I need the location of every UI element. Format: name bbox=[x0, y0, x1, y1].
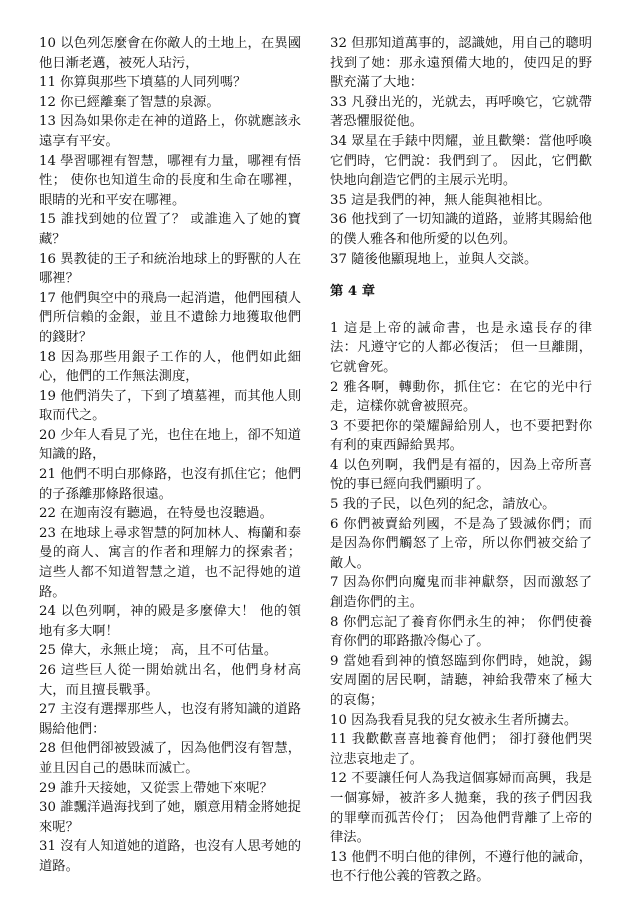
verse: 16 異教徒的王子和統治地球上的野獸的人在哪裡？ bbox=[39, 251, 301, 287]
verse: 3 不要把你的榮耀歸給別人，也不要把對你有利的東西歸給異邦。 bbox=[330, 418, 592, 454]
verse: 29 誰升天接她，又從雲上帶她下來呢？ bbox=[39, 780, 273, 796]
verse: 23 在地球上尋求智慧的阿加林人、梅蘭和泰曼的商人、寓言的作者和理解力的探索者；這些人都不知道智慧之道，也不記得她的道路。 bbox=[39, 525, 301, 600]
verse: 13 他們不明白他的律例，不遵行他的誡命，也不行他公義的管教之路。 bbox=[330, 849, 592, 885]
verse: 32 但那知道萬事的，認識她，用自己的聰明找到了她：那永遠預備大地的，使四足的野獸充滿了大地： bbox=[330, 36, 592, 91]
verse: 12 不要讓任何人為我這個寡婦而高興，我是一個寡婦，被許多人拋棄，我的孩子們因我的罪孽而孤苦伶仃； 因為他們背離了上帝的律法。 bbox=[330, 771, 592, 846]
verse: 10 以色列怎麼會在你敵人的土地上，在異國他日漸老邁，被死人玷污， bbox=[39, 36, 301, 71]
left-column bbox=[39, 34, 301, 877]
verse: 4 以色列啊，我們是有福的，因為上帝所喜悅的事已經向我們顯明了。 bbox=[330, 457, 592, 493]
verse: 9 當她看到神的憤怒臨到你們時，她說，錫安周圍的居民啊，請聽，神給我帶來了極大的哀傷； bbox=[330, 653, 592, 708]
verse: 15 誰找到她的位置了？ 或誰進入了她的寶藏？ bbox=[39, 212, 301, 247]
verse: 18 因為那些用銀子工作的人，他們如此細心，他們的工作無法測度， bbox=[39, 349, 301, 385]
verse: 11 你算與那些下墳墓的人同列嗎？ bbox=[39, 75, 247, 91]
verse: 11 我歡歡喜喜地養育他們； 卻打發他們哭泣悲哀地走了。 bbox=[330, 732, 592, 767]
chapter-heading: 第 4 章 bbox=[330, 284, 376, 300]
verse: 25 偉大，永無止境； 高，且不可估量。 bbox=[39, 643, 278, 659]
verse: 1 這是上帝的誡命書，也是永遠長存的律法：凡遵守它的人都必復活； 但一旦離開，它就會死。 bbox=[330, 320, 592, 375]
verse: 6 你們被賣給列國，不是為了毀滅你們；而是因為你們觸怒了上帝，所以你們被交給了敵人。 bbox=[330, 516, 592, 571]
verse: 5 我的子民，以色列的紀念，請放心。 bbox=[330, 497, 556, 513]
right-column bbox=[330, 34, 592, 887]
verse: 20 少年人看見了光，也住在地上，卻不知道知識的路， bbox=[39, 427, 301, 463]
verse: 26 這些巨人從一開始就出名，他們身材高大，而且擅長戰爭。 bbox=[39, 663, 301, 698]
verse: 35 這是我們的神，無人能與祂相比。 bbox=[330, 192, 551, 208]
verse: 10 因為我看見我的兒女被永生者所擄去。 bbox=[330, 712, 578, 728]
verse: 33 凡發出光的，光就去，再呼喚它，它就帶著恐懼服從他。 bbox=[330, 94, 592, 130]
verse: 34 眾星在手錶中閃耀，並且歡樂：當他呼喚它們時，它們說：我們到了。 因此，它們歡快地向創造它們的主展示光明。 bbox=[330, 133, 592, 189]
verse: 19 他們消失了，下到了墳墓裡，而其他人則取而代之。 bbox=[39, 388, 301, 424]
verse: 12 你已經離棄了智慧的泉源。 bbox=[39, 94, 220, 110]
verse: 7 因為你們向魔鬼而非神獻祭，因而激怒了創造你們的主。 bbox=[330, 575, 592, 611]
verse: 37 隨後他顯現地上，並與人交談。 bbox=[330, 251, 538, 267]
verse: 13 因為如果你走在神的道路上，你就應該永遠享有平安。 bbox=[39, 114, 301, 149]
verse: 14 學習哪裡有智慧，哪裡有力量，哪裡有悟性； 使你也知道生命的長度和生命在哪裡，眼睛的光和平安在哪裡。 bbox=[39, 153, 301, 208]
verse: 2 雅各啊，轉動你，抓住它：在它的光中行走，這樣你就會被照亮。 bbox=[330, 379, 592, 415]
verse: 17 他們與空中的飛鳥一起消遣，他們囤積人們所信賴的金銀，並且不遺餘力地獲取他們的錢財？ bbox=[39, 290, 301, 345]
verse: 36 他找到了一切知識的道路，並將其賜給他的僕人雅各和他所愛的以色列。 bbox=[330, 212, 592, 247]
verse: 21 他們不明白那條路，也沒有抓住它；他們的子孫離那條路很遠。 bbox=[39, 467, 301, 502]
verse: 28 但他們卻被毀滅了，因為他們沒有智慧，並且因自己的愚昧而滅亡。 bbox=[39, 741, 301, 776]
verse: 27 主沒有選擇那些人，也沒有將知識的道路賜給他們： bbox=[39, 702, 301, 737]
verse: 8 你們忘記了養育你們永生的神； 你們使養育你們的耶路撒冷傷心了。 bbox=[330, 614, 592, 650]
verse: 24 以色列啊，神的殿是多麼偉大！ 他的領地有多大啊！ bbox=[39, 604, 301, 639]
verse: 22 在迦南沒有聽過，在特曼也沒聽過。 bbox=[39, 506, 273, 522]
verse: 30 誰飄洋過海找到了她，願意用精金將她捉來呢？ bbox=[39, 800, 301, 835]
verse: 31 沒有人知道她的道路，也沒有人思考她的道路。 bbox=[39, 839, 301, 874]
